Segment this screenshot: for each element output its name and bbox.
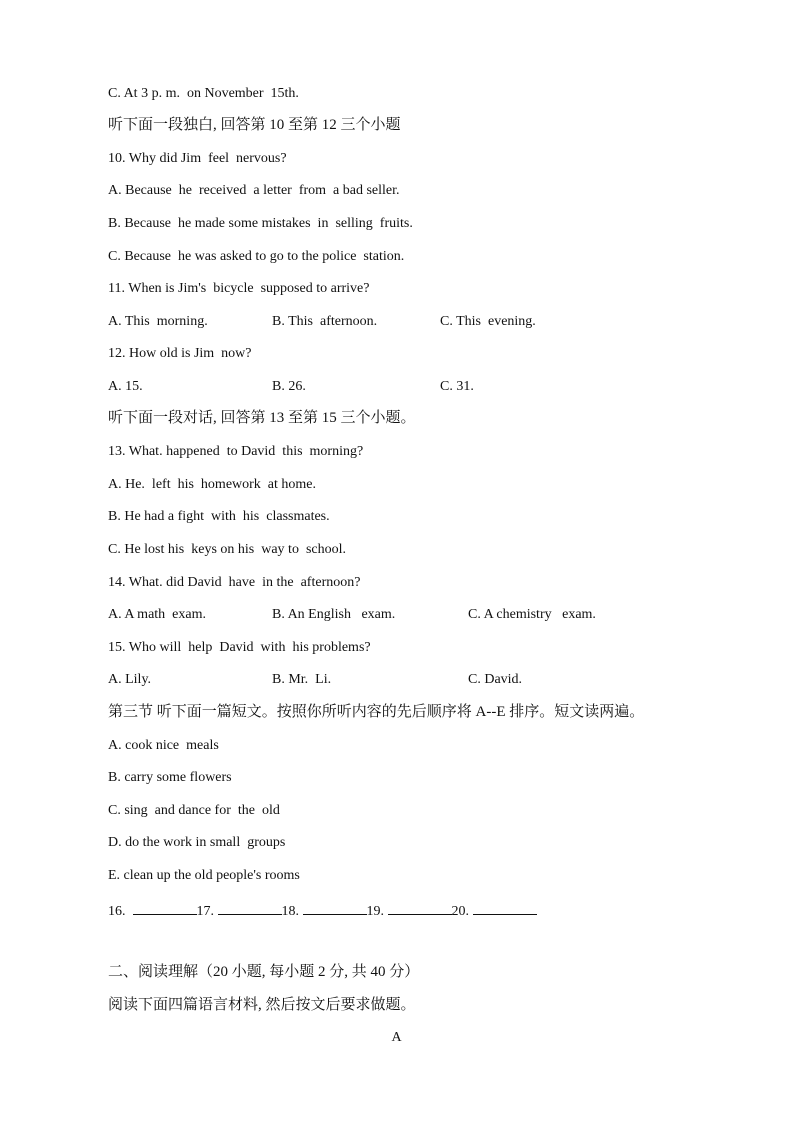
- sequence-option-d: D. do the work in small groups: [108, 835, 286, 850]
- answer-16-blank[interactable]: [133, 900, 197, 915]
- q12-option-b: B. 26.: [272, 379, 306, 394]
- sequence-option-a: A. cook nice meals: [108, 738, 219, 753]
- answer-19-blank[interactable]: [388, 900, 452, 915]
- question-15: 15. Who will help David with his problems?: [108, 640, 371, 655]
- sequence-option-c: C. sing and dance for the old: [108, 803, 280, 818]
- q13-option-c: C. He lost his keys on his way to school.: [108, 542, 346, 557]
- q11-option-c: C. This evening.: [440, 314, 536, 329]
- q10-option-a: A. Because he received a letter from a bad seller.: [108, 183, 400, 198]
- answer-18-blank[interactable]: [303, 900, 367, 915]
- sequence-option-e: E. clean up the old people's rooms: [108, 868, 300, 883]
- q15-option-c: C. David.: [468, 672, 523, 687]
- question-13: 13. What. happened to David this morning?: [108, 444, 364, 459]
- q14-option-a: A. A math exam.: [108, 607, 206, 622]
- answer-20-number: 20.: [451, 904, 469, 919]
- q10-option-c: C. Because he was asked to go to the police station.: [108, 249, 405, 264]
- q15-option-a: A. Lily.: [108, 672, 152, 687]
- answer-blanks-row: [108, 900, 537, 921]
- section-2-heading: 二、阅读理解（20 小题, 每小题 2 分, 共 40 分）: [108, 964, 420, 980]
- question-12: 12. How old is Jim now?: [108, 346, 252, 361]
- answer-16-number: 16.: [108, 904, 126, 919]
- q14-option-b: B. An English exam.: [272, 607, 396, 622]
- question-11: 11. When is Jim's bicycle supposed to arrive?: [108, 281, 370, 296]
- q11-option-a: A. This morning.: [108, 314, 208, 329]
- q9-option-c: C. At 3 p. m. on November 15th.: [108, 86, 299, 101]
- q13-option-b: B. He had a fight with his classmates.: [108, 509, 330, 524]
- q12-option-a: A. 15.: [108, 379, 143, 394]
- section-instruction-monologue: 听下面一段独白, 回答第 10 至第 12 三个小题: [108, 117, 401, 133]
- answer-20-blank[interactable]: [473, 900, 537, 915]
- passage-label: A: [391, 1030, 402, 1045]
- section-3-instruction: 第三节 听下面一篇短文。按照你所听内容的先后顺序将 A--E 排序。短文读两遍。: [108, 704, 645, 720]
- answer-19-number: 19.: [366, 904, 384, 919]
- q12-option-c: C. 31.: [440, 379, 474, 394]
- sequence-option-b: B. carry some flowers: [108, 770, 232, 785]
- q13-option-a: A. He. left his homework at home.: [108, 477, 317, 492]
- section-2-instruction: 阅读下面四篇语言材料, 然后按文后要求做题。: [108, 997, 416, 1013]
- q15-option-b: B. Mr. Li.: [272, 672, 332, 687]
- question-10: 10. Why did Jim feel nervous?: [108, 151, 287, 166]
- section-instruction-dialogue: 听下面一段对话, 回答第 13 至第 15 三个小题。: [108, 410, 416, 426]
- question-14: 14. What. did David have in the afternoon?: [108, 575, 361, 590]
- q11-option-b: B. This afternoon.: [272, 314, 378, 329]
- answer-18-number: 18.: [281, 904, 299, 919]
- answer-17-blank[interactable]: [218, 900, 282, 915]
- q10-option-b: B. Because he made some mistakes in selling fruits.: [108, 216, 413, 231]
- answer-17-number: 17.: [196, 904, 214, 919]
- q14-option-c: C. A chemistry exam.: [468, 607, 596, 622]
